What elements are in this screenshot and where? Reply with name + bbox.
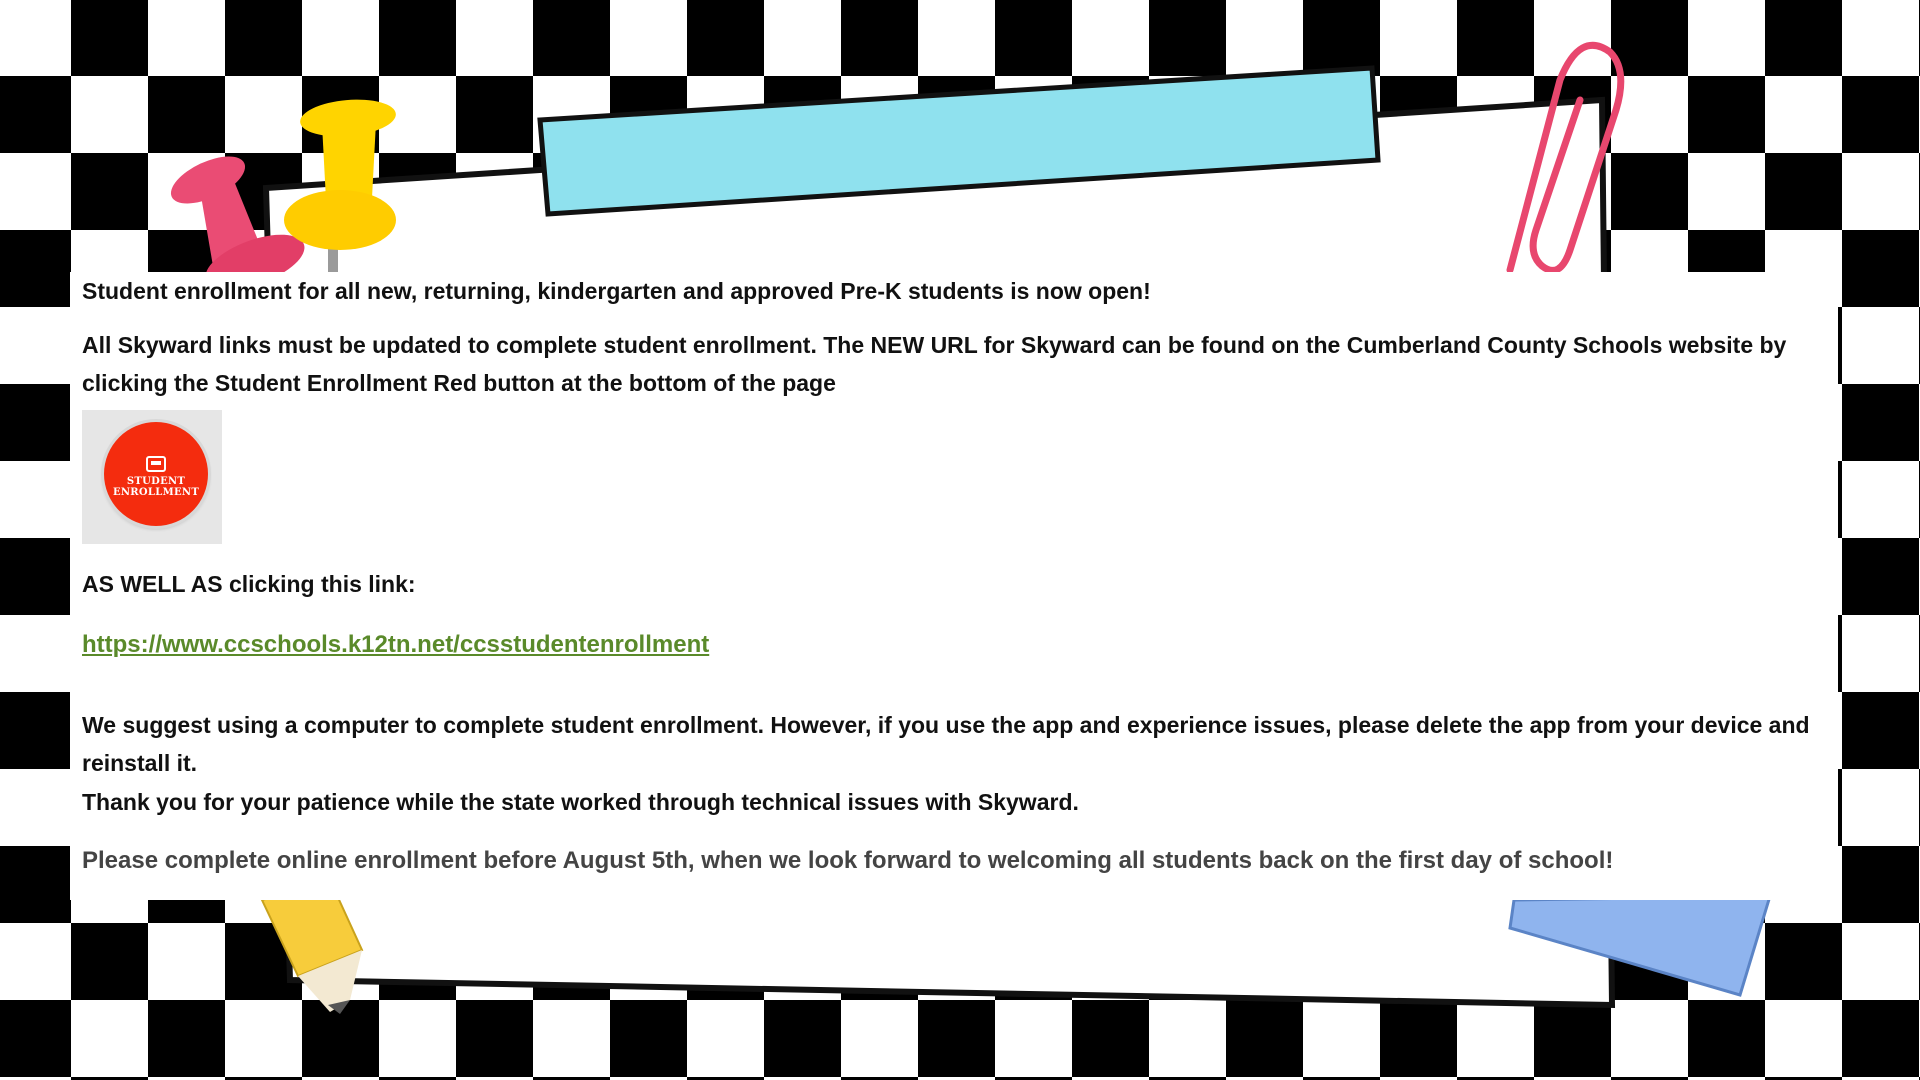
badge-label-student: STUDENT (126, 476, 186, 487)
thank-you-text: Thank you for your patience while the state worked through technical issues with Skyward. (82, 789, 1079, 815)
monitor-icon (146, 456, 166, 472)
enrollment-open-text: Student enrollment for all new, returning, kindergarten and approved Pre-K students is now open! (82, 278, 1151, 304)
enrollment-link[interactable]: https://www.ccschools.k12tn.net/ccsstudentenrollment (82, 631, 710, 658)
student-enrollment-badge (104, 422, 208, 526)
deadline-text: Please complete online enrollment before August 5th, when we look forward to welcoming all students back on the first day of school! (82, 847, 1614, 874)
announcement-panel (70, 272, 1838, 900)
as-well-as-text: AS WELL AS clicking this link: (82, 571, 416, 597)
skyward-update-text: All Skyward links must be updated to complete student enrollment. The NEW URL for Skyward can be found on the Cumberland County Schools website by clicking the Student Enrollment Red button at the bottom of the page (82, 332, 1787, 396)
badge-label-enrollment: ENROLLMENT (112, 487, 200, 498)
student-enrollment-button-image[interactable] (82, 410, 222, 544)
computer-suggestion-text: We suggest using a computer to complete student enrollment. However, if you use the app and experience issues, please delete the app from your device and reinstall it. (82, 712, 1810, 776)
